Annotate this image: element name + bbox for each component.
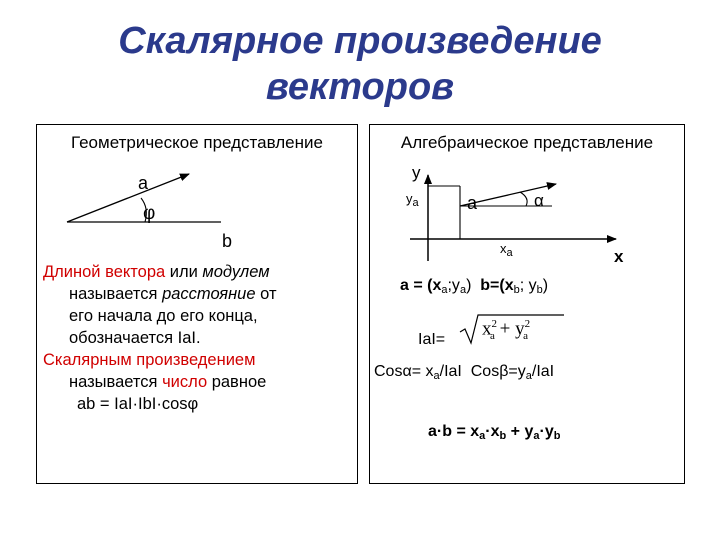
cos-alpha: Cosα= x bbox=[374, 363, 434, 380]
vector-a-label: a bbox=[467, 193, 478, 213]
subscript: b bbox=[536, 284, 543, 296]
modulus-term: модулем bbox=[202, 263, 270, 281]
text-line: его начала до его конца, bbox=[69, 307, 258, 325]
x-term: x bbox=[482, 318, 492, 340]
xa-subscript: a bbox=[506, 247, 513, 259]
subscript: a bbox=[441, 284, 448, 296]
text-fragment: ) bbox=[466, 277, 472, 294]
power: 2 bbox=[524, 318, 531, 330]
text-fragment: или bbox=[165, 263, 203, 281]
text-fragment: от bbox=[255, 285, 277, 303]
text-fragment: ·y bbox=[539, 423, 554, 440]
sqrt-radicand bbox=[482, 318, 531, 343]
xa-label bbox=[500, 241, 513, 259]
subscript: a bbox=[490, 330, 495, 343]
modulus-lhs: IaI= bbox=[418, 331, 446, 348]
subscript: a bbox=[459, 284, 467, 296]
text-fragment: равное bbox=[207, 373, 267, 391]
a-coords: a = (x bbox=[400, 277, 442, 294]
text-fragment: называется bbox=[69, 285, 163, 303]
cos-beta: Cosβ=y bbox=[470, 363, 526, 380]
subscript: a bbox=[523, 330, 528, 343]
text-fragment: ; y bbox=[519, 277, 537, 294]
algebraic-panel bbox=[369, 124, 685, 484]
text-fragment: + y bbox=[506, 423, 534, 440]
ya-subscript: a bbox=[412, 197, 419, 209]
subscript: b bbox=[553, 430, 561, 442]
geometric-panel bbox=[36, 124, 358, 484]
xa-base: x bbox=[500, 241, 507, 256]
y-term: y bbox=[515, 318, 525, 340]
text-fragment: ;y bbox=[447, 277, 460, 294]
geometric-formula: ab = IaI·IbI·cosφ bbox=[77, 395, 199, 413]
number-term: число bbox=[162, 373, 208, 391]
plus-sign: + bbox=[499, 318, 511, 340]
subscript: a bbox=[533, 430, 540, 442]
slide-title bbox=[0, 18, 720, 110]
modulus-sqrt bbox=[458, 313, 568, 343]
coordinates-line bbox=[400, 277, 548, 296]
title-line-2: векторов bbox=[265, 66, 455, 108]
subscript: a bbox=[479, 430, 486, 442]
vector-a-label: a bbox=[138, 173, 149, 193]
title-line-1: Скалярное произведение bbox=[118, 20, 602, 62]
distance-term: расстояние bbox=[162, 285, 256, 303]
text-line: обозначается IaI. bbox=[69, 329, 201, 347]
angle-arc bbox=[520, 192, 527, 206]
ya-base: y bbox=[406, 191, 413, 206]
alpha-label: α bbox=[534, 191, 544, 210]
x-axis-label: x bbox=[614, 247, 624, 266]
geometric-diagram bbox=[37, 125, 357, 255]
geometric-text bbox=[43, 261, 357, 415]
y-axis-label: y bbox=[412, 163, 421, 182]
algebraic-product-formula bbox=[428, 423, 560, 442]
subscript: a bbox=[525, 370, 532, 382]
text-fragment: ·x bbox=[485, 423, 500, 440]
algebraic-heading: Алгебраическое представление bbox=[400, 133, 654, 152]
text-fragment: a·b = x bbox=[428, 423, 480, 440]
length-term: Длиной вектора bbox=[43, 263, 166, 281]
b-coords: b=(x bbox=[480, 277, 514, 294]
scalar-product-term: Скалярным произведением bbox=[43, 351, 256, 369]
power: 2 bbox=[491, 318, 497, 330]
cosine-line bbox=[374, 363, 554, 382]
ya-label bbox=[406, 191, 419, 209]
vector-a-arrow bbox=[67, 174, 189, 222]
subscript: b bbox=[499, 430, 507, 442]
subscript: a bbox=[433, 370, 440, 382]
text-fragment: /IaI bbox=[531, 363, 555, 380]
text-fragment: называется bbox=[69, 373, 163, 391]
geometric-heading: Геометрическое представление bbox=[71, 133, 323, 152]
vector-b-label: b bbox=[222, 231, 233, 251]
angle-phi-label: φ bbox=[143, 203, 156, 224]
subscript: b bbox=[513, 284, 520, 296]
text-fragment: /IaI bbox=[439, 363, 462, 380]
text-fragment: ) bbox=[542, 277, 549, 294]
